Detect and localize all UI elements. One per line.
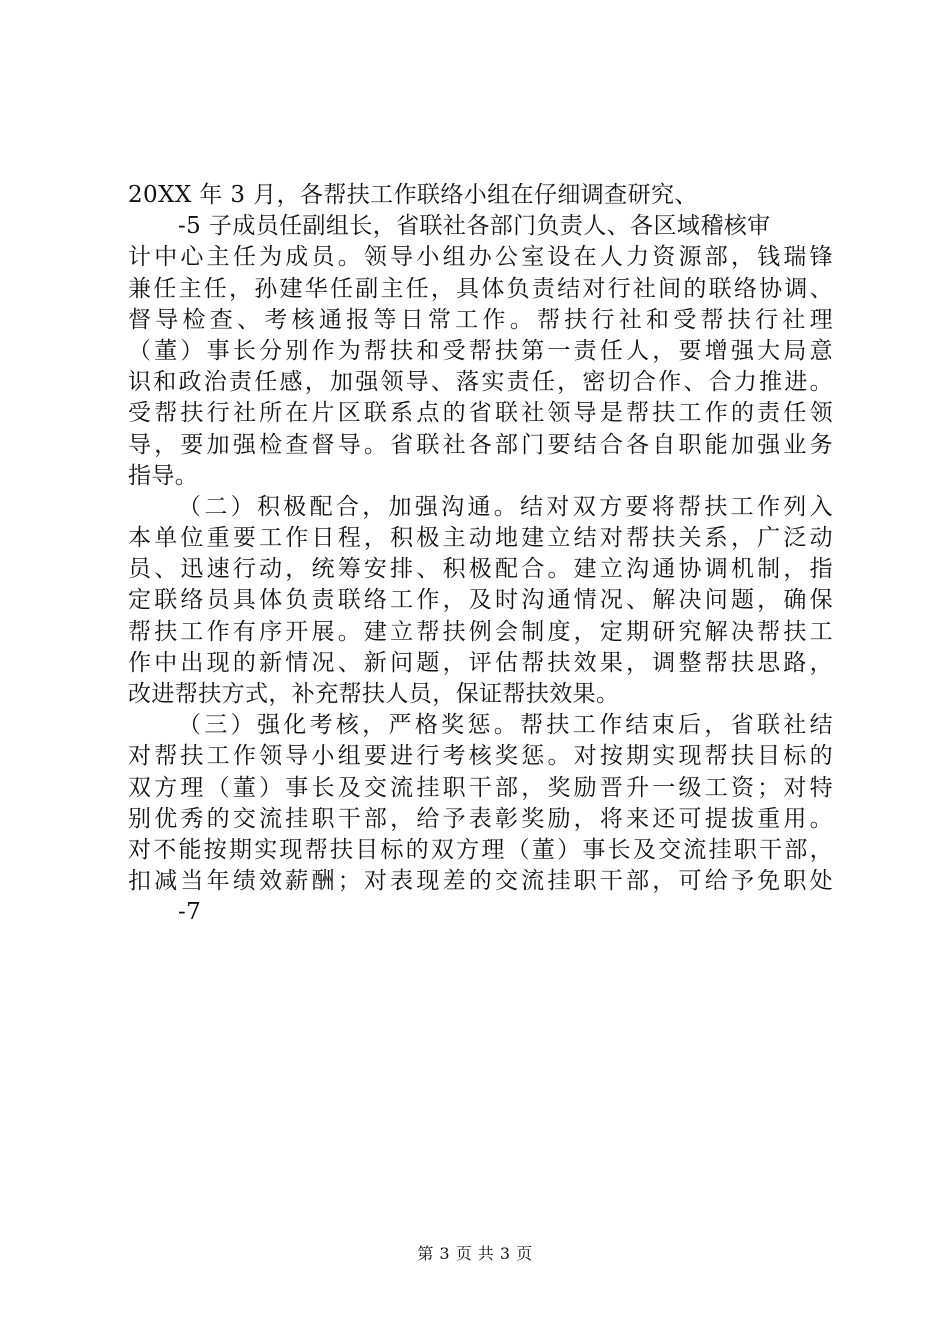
- text-line: 兼任主任，孙建华任副主任，具体负责结对行社间的联络协调、: [128, 275, 833, 302]
- text-line: 对不能按期实现帮扶目标的双方理（董）事长及交流挂职干部，: [128, 836, 833, 863]
- page-footer: [0, 1244, 950, 1264]
- text-line: 员、迅速行动，统筹安排、积极配合。建立沟通协调机制，指: [128, 556, 833, 583]
- text-line: 别优秀的交流挂职干部，给予表彰奖励，将来还可提拔重用。: [128, 805, 833, 832]
- text-line: （二）积极配合，加强沟通。结对双方要将帮扶工作列入: [178, 493, 833, 520]
- text-line: 对帮扶工作领导小组要进行考核奖惩。对按期实现帮扶目标的: [128, 743, 833, 770]
- text-line: 帮扶工作有序开展。建立帮扶例会制度，定期研究解决帮扶工: [128, 618, 833, 645]
- text-line: 20XX 年 3 月，各帮扶工作联络小组在仔细调查研究、: [128, 182, 698, 208]
- page-number-label: 第 3 页 共 3 页: [417, 1244, 533, 1263]
- text-line: 定联络员具体负责联络工作，及时沟通情况、解决问题，确保: [128, 587, 833, 614]
- text-line: 识和政治责任感，加强领导、落实责任，密切合作、合力推进。: [128, 369, 833, 396]
- text-line: 受帮扶行社所在片区联系点的省联社领导是帮扶工作的责任领: [128, 400, 833, 427]
- text-line: 指导。: [128, 462, 199, 489]
- text-line: （董）事长分别作为帮扶和受帮扶第一责任人，要增强大局意: [128, 337, 833, 364]
- text-line: 督导检查、考核通报等日常工作。帮扶行社和受帮扶行社理: [128, 306, 833, 333]
- text-line: 改进帮扶方式，补充帮扶人员，保证帮扶效果。: [128, 681, 620, 707]
- text-line: 扣减当年绩效薪酬；对表现差的交流挂职干部，可给予免职处: [128, 868, 833, 895]
- text-line: （三）强化考核，严格奖惩。帮扶工作结束后，省联社结: [178, 712, 833, 739]
- text-line: 计中心主任为成员。领导小组办公室设在人力资源部，钱瑞锋: [128, 244, 833, 271]
- text-line: 双方理（董）事长及交流挂职干部，奖励晋升一级工资；对特: [128, 774, 833, 801]
- text-line: 本单位重要工作日程，积极主动地建立结对帮扶关系，广泛动: [128, 525, 833, 552]
- text-line: -7: [178, 899, 202, 926]
- text-line: -5 子成员任副组长，省联社各部门负责人、各区域稽核审: [178, 213, 771, 240]
- text-line: 作中出现的新情况、新问题，评估帮扶效果，调整帮扶思路，: [128, 649, 833, 676]
- document-body: [128, 180, 833, 929]
- text-line: 导，要加强检查督导。省联社各部门要结合各自职能加强业务: [128, 431, 833, 458]
